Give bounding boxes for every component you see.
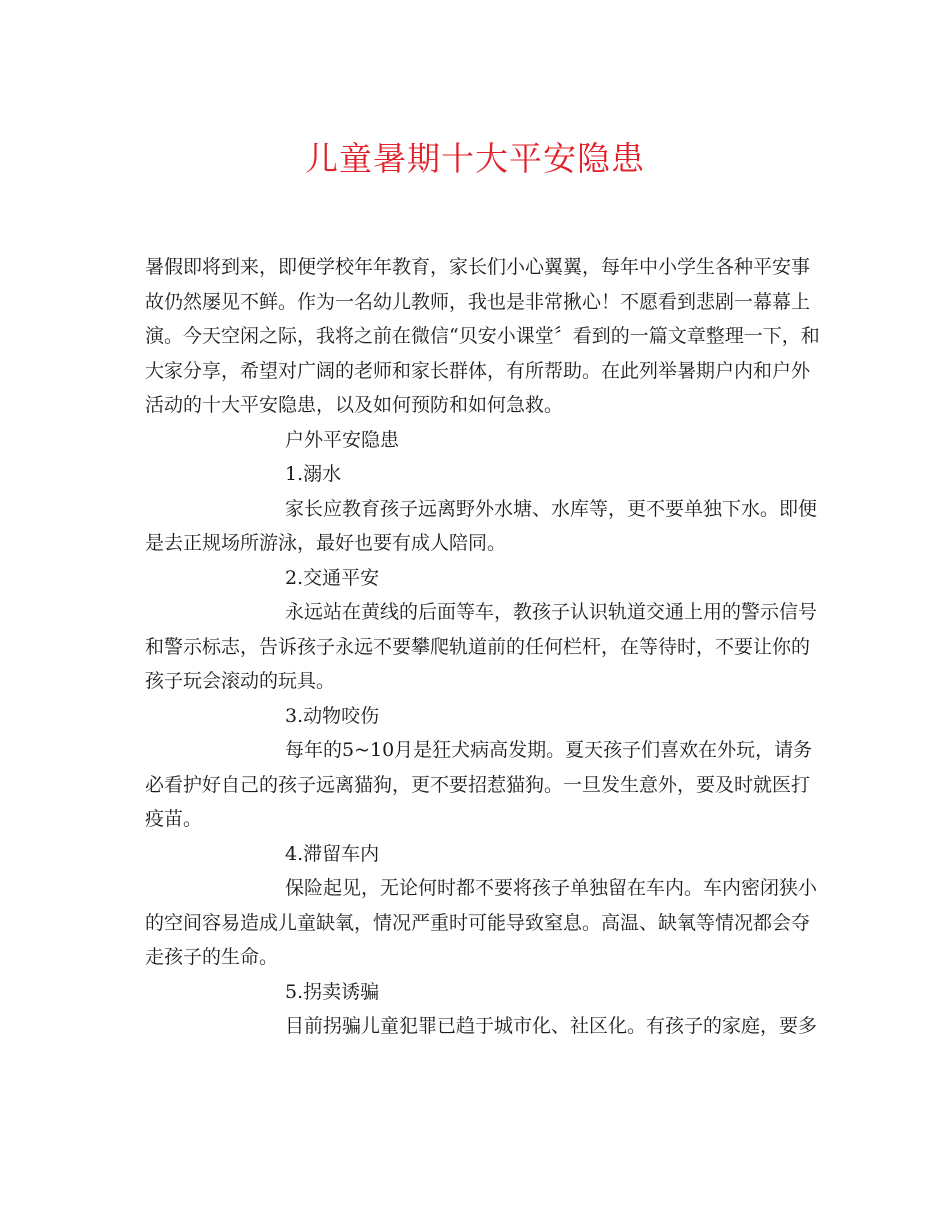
text-line: 目前拐骗儿童犯罪已趋于城市化、社区化。有孩子的家庭，要多 [285, 1015, 818, 1037]
text-line: 永远站在黄线的后面等车，教孩子认识轨道交通上用的警示信号 [285, 601, 818, 623]
text-line: 疫苗。 [145, 808, 203, 830]
text-line: 演。今天空闲之际，我将之前在微信“贝安小课堂〞看到的一篇文章整理一下，和 [145, 325, 820, 347]
text-line: 孩子玩会滚动的玩具。 [145, 670, 336, 692]
text-line: 家长应教育孩子远离野外水塘、水库等，更不要单独下水。即便 [285, 497, 818, 520]
document-body [145, 250, 820, 1044]
text-line: 的空间容易造成儿童缺氧，情况严重时可能导致窒息。高温、缺氧等情况都会夺 [145, 911, 811, 934]
item-heading: 3.动物咬伤 [285, 704, 380, 727]
text-line: 必看护好自己的孩子远离猫狗，更不要招惹猫狗。一旦发生意外，要及时就医打 [145, 773, 811, 796]
text-line: 故仍然屡见不鲜。作为一名幼儿教师，我也是非常揪心！不愿看到悲剧一幕幕上 [145, 290, 811, 313]
text-line: 每年的5~10月是狂犬病高发期。夏天孩子们喜欢在外玩，请务 [285, 739, 813, 761]
section-heading: 户外平安隐患 [285, 428, 400, 451]
item-heading: 5.拐卖诱骗 [285, 980, 380, 1003]
item-heading: 4.滞留车内 [285, 842, 380, 865]
text-line: 大家分享，希望对广阔的老师和家长群体，有所帮助。在此列举暑期户内和户外 [145, 359, 811, 382]
text-line: 活动的十大平安隐患，以及如何预防和如何急救。 [145, 394, 564, 416]
item-heading: 2.交通平安 [285, 566, 380, 589]
document-title: 儿童暑期十大平安隐患 [305, 139, 645, 178]
text-line: 保险起见，无论何时都不要将孩子单独留在车内。车内密闭狭小 [285, 877, 818, 899]
text-line: 是去正规场所游泳，最好也要有成人陪同。 [145, 532, 507, 554]
item-heading: 1.溺水 [285, 463, 342, 485]
text-line: 暑假即将到来，即便学校年年教育，家长们小心翼翼，每年中小学生各种平安事 [145, 256, 811, 278]
text-line: 走孩子的生命。 [145, 946, 279, 968]
text-line: 和警示标志，告诉孩子永远不要攀爬轨道前的任何栏杆，在等待时，不要让你的 [145, 635, 811, 658]
